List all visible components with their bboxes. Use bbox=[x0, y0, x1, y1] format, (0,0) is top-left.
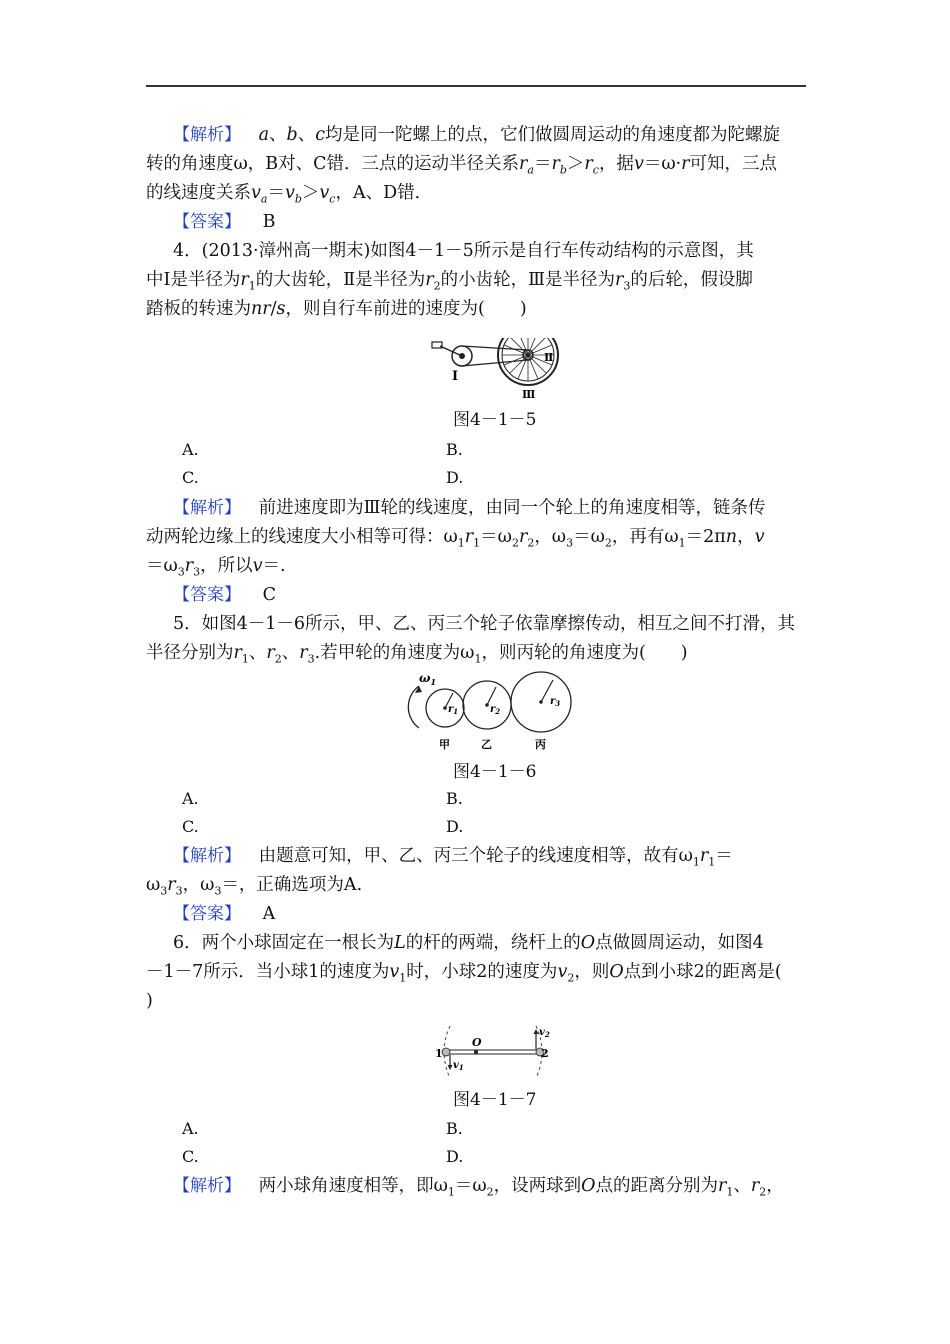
q3-analysis-line-1: 【解析】 a、b、c均是同一陀螺上的点，它们做圆周运动的角速度都为陀螺旋 bbox=[173, 125, 781, 145]
q3-answer bbox=[173, 208, 841, 236]
figure-caption-4-1-6: 图4－1－6 bbox=[453, 762, 537, 782]
q5-option-c: C. bbox=[182, 817, 199, 836]
figure-label-v1: v bbox=[453, 1060, 459, 1071]
svg-text:v1: $v_1$ bbox=[453, 1060, 464, 1072]
svg-text:r1: $r_1$ bbox=[448, 704, 459, 716]
figure-label-omega: ω bbox=[419, 671, 431, 685]
q6-analysis-line-1: 【解析】 两小球角速度相等，即$\omega_1=\omega_2$，设两球到O点的距离分别为$r_1$、$r_2$， bbox=[173, 1176, 784, 1199]
q4-answer bbox=[173, 581, 841, 609]
q5-answer-value: A bbox=[262, 904, 276, 924]
figure-label-big-gear: Ⅰ bbox=[452, 369, 459, 384]
q6-option-b: B. bbox=[446, 1119, 463, 1138]
figure-caption-4-1-5: 图4－1－5 bbox=[453, 410, 537, 430]
figure-4-1-7 bbox=[432, 1022, 562, 1080]
analysis-label: 【解析】 bbox=[173, 1176, 241, 1196]
figure-label-wheel2: 乙 bbox=[481, 738, 492, 751]
q4-answer-value: C bbox=[262, 585, 276, 605]
q5-stem-line-2: 半径分别为$r_1$、$r_2$、$r_3$.若甲轮的角速度为$\omega_1$，则丙轮的角速度为( ) bbox=[146, 643, 688, 666]
q4-analysis-line-3: $=\omega_3r_3$，所以v＝. bbox=[146, 556, 286, 579]
figure-label-r3: r bbox=[550, 696, 556, 707]
q6-option-d: D. bbox=[446, 1147, 464, 1166]
answer-label: 【答案】 bbox=[173, 585, 241, 605]
header-rule bbox=[146, 85, 806, 87]
figure-label-wheel3: 丙 bbox=[535, 738, 546, 751]
q4-analysis-line-2: 动两轮边缘上的线速度大小相等可得：$\omega_1r_1=\omega_2r_2$，$\omega_3=\omega_2$，再有$\omega_1=2\pi n$，v bbox=[146, 527, 765, 550]
svg-text:r2: $r_2$ bbox=[490, 704, 501, 716]
q4-analysis-line-1: 【解析】 前进速度即为Ⅲ轮的线速度，由同一个轮上的角速度相等，链条传 bbox=[173, 498, 766, 518]
q4-stem-line-3: 踏板的转速为nr/s，则自行车前进的速度为( ) bbox=[146, 299, 527, 319]
q4-option-d: D. bbox=[446, 468, 464, 487]
svg-text:v2: $v_2$ bbox=[539, 1027, 550, 1039]
analysis-label: 【解析】 bbox=[173, 125, 241, 145]
figure-caption-4-1-7: 图4－1－7 bbox=[453, 1090, 537, 1110]
figure-label-center: O bbox=[472, 1036, 482, 1049]
figure-4-1-6 bbox=[405, 668, 580, 753]
figure-label-ball1: 1 bbox=[435, 1047, 443, 1060]
q5-option-b: B. bbox=[446, 789, 463, 808]
q5-option-d: D. bbox=[446, 817, 464, 836]
figure-label-r2: r bbox=[490, 704, 496, 715]
figure-4-1-5 bbox=[430, 338, 560, 400]
figure-label-wheel1: 甲 bbox=[439, 738, 450, 751]
q5-stem-line-1: 5．如图4－1－6所示，甲、乙、丙三个轮子依靠摩擦传动，相互之间不打滑，其 bbox=[173, 614, 796, 634]
q6-stem-line-2: －1－7所示．当小球1的速度为$v_1$时，小球2的速度为$v_2$，则O点到小球2的距离是( bbox=[146, 962, 782, 985]
q5-analysis-line-2: $\omega_3r_3$，$\omega_3=$，正确选项为A. bbox=[146, 875, 363, 898]
figure-label-rear-wheel: Ⅲ bbox=[522, 388, 536, 400]
analysis-label: 【解析】 bbox=[173, 498, 241, 518]
analysis-label: 【解析】 bbox=[173, 846, 241, 866]
q4-option-a: A. bbox=[182, 440, 199, 459]
q4-option-b: B. bbox=[446, 440, 463, 459]
answer-label: 【答案】 bbox=[173, 904, 241, 924]
q5-option-a: A. bbox=[182, 789, 199, 808]
q4-stem-line-2: 中Ⅰ是半径为$r_1$的大齿轮，Ⅱ是半径为$r_2$的小齿轮，Ⅲ是半径为$r_3$的后轮，假设脚 bbox=[146, 270, 753, 293]
figure-label-v2: v bbox=[539, 1027, 545, 1038]
q4-option-c: C. bbox=[182, 468, 199, 487]
q6-stem-line-3: ) bbox=[146, 991, 153, 1011]
q3-analysis-line-2: 转的角速度ω，B对、C错．三点的运动半径关系$r_a=r_b>r_c$，据v＝ω·r可知，三点 bbox=[146, 154, 778, 177]
figure-label-ball2: 2 bbox=[541, 1047, 549, 1060]
q3-analysis-line-3: 的线速度关系$v_a=v_b>v_c$，A、D错． bbox=[146, 183, 433, 206]
q6-option-a: A. bbox=[182, 1119, 199, 1138]
answer-label: 【答案】 bbox=[173, 212, 241, 232]
figure-label-small-gear: Ⅱ bbox=[544, 351, 554, 364]
q5-answer bbox=[173, 900, 841, 928]
q4-stem-line-1: 4．(2013·漳州高一期末)如图4－1－5所示是自行车传动结构的示意图，其 bbox=[173, 241, 754, 261]
q6-stem-line-1: 6．两个小球固定在一根长为L的杆的两端，绕杆上的O点做圆周运动，如图4 bbox=[173, 933, 764, 953]
figure-label-r1: r bbox=[448, 704, 454, 715]
svg-text:ω1: $\omega_1$ bbox=[419, 671, 437, 687]
q6-option-c: C. bbox=[182, 1147, 199, 1166]
svg-text:r3: $r_3$ bbox=[550, 696, 561, 708]
q5-analysis-line-1: 【解析】 由题意可知，甲、乙、丙三个轮子的线速度相等，故有$\omega_1r_1=$ bbox=[173, 846, 733, 869]
q3-answer-value: B bbox=[262, 212, 276, 232]
